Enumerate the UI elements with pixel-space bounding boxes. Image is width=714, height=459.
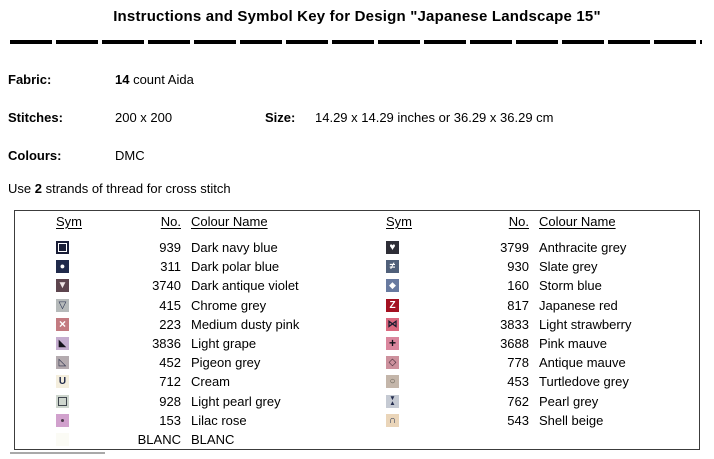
key-row — [386, 315, 631, 334]
strands-prefix: Use — [8, 181, 35, 196]
thread-number: 928 — [159, 393, 181, 409]
square-outline-icon — [56, 395, 69, 408]
thread-number: 817 — [507, 297, 529, 313]
key-row — [56, 334, 299, 353]
key-header-right — [386, 214, 616, 229]
stitches-value: 200 x 200 — [115, 110, 173, 125]
bowtie-icon: ⋈ — [387, 318, 398, 330]
page-title: Instructions and Symbol Key for Design "Japanese Landscape 15" — [113, 8, 601, 25]
thread-number: 712 — [159, 374, 181, 390]
header-name: Colour Name — [539, 214, 616, 229]
thread-number: 3740 — [152, 278, 181, 294]
header-no: No. — [160, 214, 181, 229]
letter-u-icon: U — [56, 375, 69, 388]
colour-name: BLANC — [191, 431, 235, 447]
colour-name: Antique mauve — [539, 355, 626, 371]
colour-name: Cream — [191, 374, 231, 390]
colour-name: Dark antique violet — [191, 278, 299, 294]
thread-number: 415 — [159, 297, 181, 313]
key-rows-right — [386, 238, 631, 430]
black-corner-triangle-icon: ◣ — [56, 337, 69, 350]
arch-cap-icon: ∩ — [386, 414, 399, 427]
plus-icon: + — [386, 337, 399, 350]
triangle-down-outline-icon: ▽ — [56, 299, 69, 312]
thread-number: 153 — [159, 412, 181, 428]
white-square-outline-icon — [56, 241, 69, 254]
fabric-label: Fabric: — [8, 72, 52, 87]
fabric-value — [115, 72, 194, 87]
thread-number: 543 — [507, 412, 529, 428]
hourglass-icon: ▼ ▲ — [386, 395, 399, 408]
strands-note — [8, 181, 231, 196]
fabric-count: 14 — [115, 72, 130, 87]
title-divider-line — [10, 40, 702, 44]
key-rows-left — [56, 238, 299, 449]
white-triangle-down-icon: ▼ — [57, 280, 68, 292]
colour-name: Lilac rose — [191, 412, 247, 428]
strands-suffix: strands of thread for cross stitch — [41, 181, 231, 196]
key-row — [56, 392, 299, 411]
thread-number: 453 — [507, 374, 529, 390]
thread-number: 160 — [507, 278, 529, 294]
size-value: 14.29 x 14.29 inches or 36.29 x 36.29 cm — [315, 110, 554, 125]
thread-number: 3836 — [152, 336, 181, 352]
fabric-rest: count Aida — [129, 72, 194, 87]
thread-number: 939 — [159, 240, 181, 256]
colour-name: Storm blue — [539, 278, 602, 294]
key-row — [56, 353, 299, 372]
thread-number: 762 — [507, 393, 529, 409]
circle-outline-icon: ○ — [386, 375, 399, 388]
colour-name: Japanese red — [539, 297, 618, 313]
key-row — [386, 257, 631, 276]
blank-square-icon — [56, 433, 69, 446]
key-row — [386, 334, 631, 353]
thread-number: 3833 — [500, 316, 529, 332]
not-equal-icon: ≠ — [386, 260, 399, 273]
colour-name: Medium dusty pink — [191, 316, 300, 332]
white-cross-x-icon: × — [56, 318, 69, 331]
key-header-left — [56, 214, 268, 229]
thread-number: 930 — [507, 259, 529, 275]
header-no: No. — [508, 214, 529, 229]
colour-name: Chrome grey — [191, 297, 267, 313]
key-row — [386, 392, 631, 411]
thread-number: 223 — [159, 316, 181, 332]
header-sym: Sym — [56, 214, 82, 229]
key-row — [386, 411, 631, 430]
stitches-label: Stitches: — [8, 110, 63, 125]
white-diamond-icon: ◆ — [386, 279, 399, 292]
colour-name: Pigeon grey — [191, 355, 261, 371]
colour-name: Anthracite grey — [539, 240, 627, 256]
thread-number: 778 — [507, 355, 529, 371]
thread-number: 452 — [159, 355, 181, 371]
key-row — [386, 276, 631, 295]
colour-name: Pink mauve — [539, 336, 607, 352]
colours-label: Colours: — [8, 148, 62, 163]
thread-number: 311 — [160, 259, 181, 275]
colours-value: DMC — [115, 148, 145, 163]
colour-name: Slate grey — [539, 259, 598, 275]
key-row — [56, 372, 299, 391]
small-dot-icon — [56, 414, 69, 427]
key-row — [386, 372, 631, 391]
header-sym: Sym — [386, 214, 412, 229]
key-row — [56, 296, 299, 315]
colour-name: Light strawberry — [539, 316, 632, 332]
key-row — [56, 238, 299, 257]
key-row — [56, 411, 299, 430]
key-row — [56, 257, 299, 276]
key-row — [386, 353, 631, 372]
thread-number: 3799 — [500, 240, 529, 256]
colour-name: Pearl grey — [539, 393, 599, 409]
colour-name: Dark polar blue — [191, 259, 280, 275]
white-circle-icon: ● — [56, 260, 69, 273]
key-row — [386, 238, 631, 257]
diamond-outline-icon: ◇ — [386, 356, 399, 369]
size-label: Size: — [265, 110, 296, 125]
colour-name: Light pearl grey — [191, 393, 281, 409]
thread-number: BLANC — [137, 431, 181, 447]
key-row — [56, 276, 299, 295]
letter-z-icon: Z — [386, 299, 399, 312]
key-row — [56, 315, 299, 334]
colour-name: Shell beige — [539, 412, 604, 428]
header-name: Colour Name — [191, 214, 268, 229]
next-table-edge-line — [10, 452, 105, 454]
symbol-key-table — [14, 210, 700, 450]
thread-number: 3688 — [500, 336, 529, 352]
colour-name: Dark navy blue — [191, 240, 278, 256]
strands-count: 2 — [34, 181, 42, 196]
white-heart-icon: ♥ — [386, 241, 399, 254]
key-row — [56, 430, 299, 449]
colour-name: Light grape — [191, 336, 257, 352]
key-row — [386, 296, 631, 315]
colour-name: Turtledove grey — [539, 374, 629, 390]
corner-triangle-outline-icon: ◺ — [56, 356, 69, 369]
